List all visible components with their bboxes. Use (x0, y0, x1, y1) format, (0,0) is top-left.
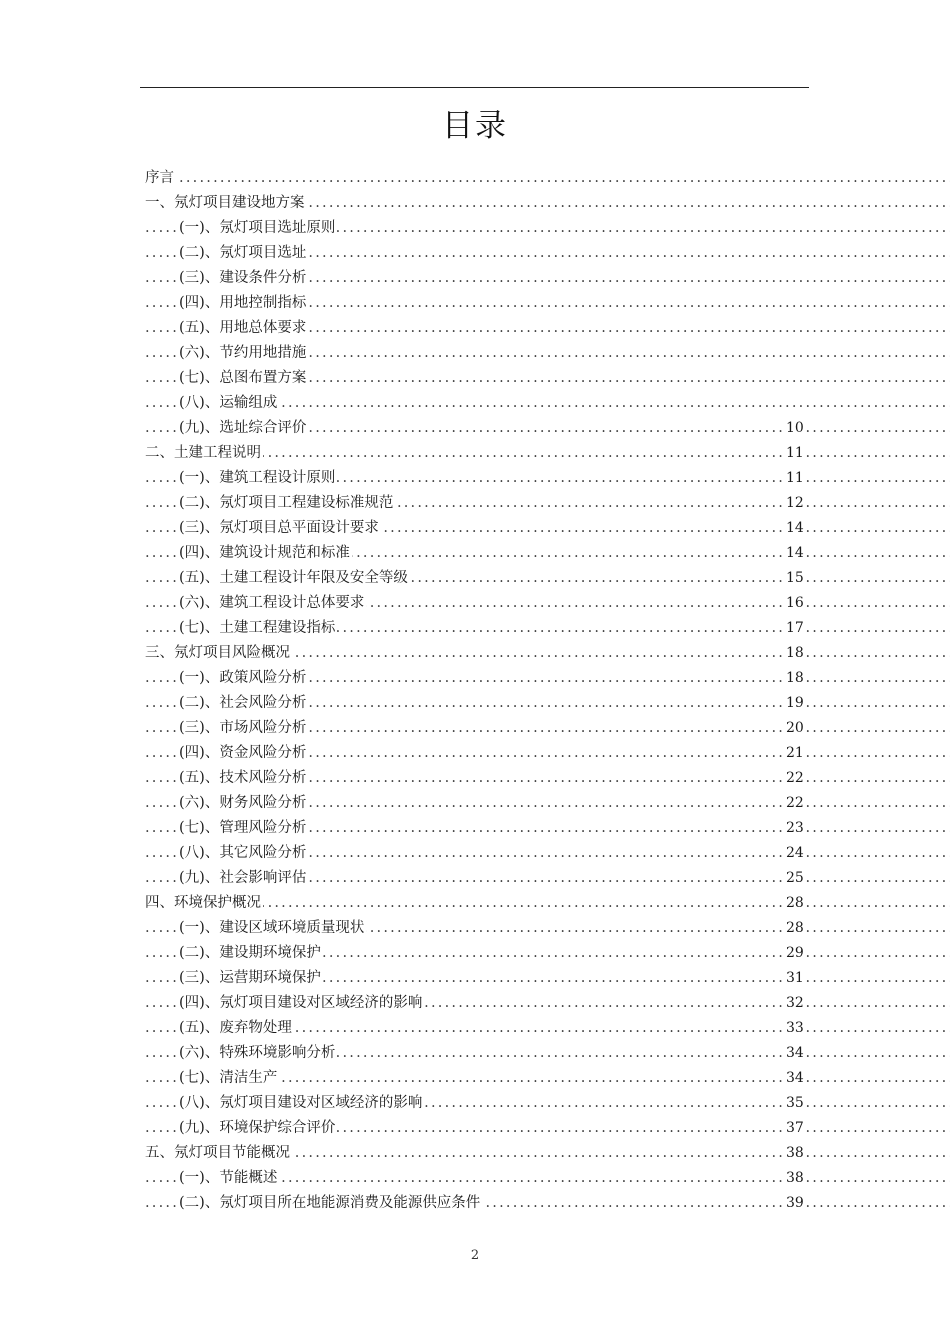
toc-entry-page: 20 (786, 716, 805, 741)
toc-entry-label: (一)、政策风险分析 (179, 666, 308, 691)
toc-entry-label: (五)、土建工程设计年限及安全等级 (179, 566, 410, 591)
toc-section-entry[interactable] (0, 1066, 950, 1091)
toc-entry-label: (八)、氖灯项目建设对区域经济的影响 (179, 1091, 424, 1116)
toc-section-entry[interactable] (0, 916, 950, 941)
toc-entry-label: 三、氖灯项目风险概况 (145, 641, 292, 666)
toc-dot-leader (145, 166, 950, 191)
toc-section-entry[interactable] (0, 541, 950, 566)
toc-entry-label: (七)、清洁生产 (179, 1066, 279, 1091)
toc-chapter-entry[interactable] (0, 191, 950, 216)
toc-section-entry[interactable] (0, 791, 950, 816)
toc-entry-page: 16 (786, 591, 805, 616)
toc-entry-label: (六)、特殊环境影响分析 (179, 1041, 337, 1066)
toc-entry-label: (九)、环境保护综合评价 (179, 1116, 337, 1141)
toc-entry-label: (三)、建设条件分析 (179, 266, 308, 291)
toc-section-entry[interactable] (0, 991, 950, 1016)
toc-section-entry[interactable] (0, 816, 950, 841)
toc-section-entry[interactable] (0, 616, 950, 641)
toc-entry-page: 14 (786, 541, 805, 566)
toc-entry-page: 22 (786, 766, 805, 791)
toc-entry-label: (九)、选址综合评价 (179, 416, 308, 441)
toc-section-entry[interactable] (0, 766, 950, 791)
toc-section-entry[interactable] (0, 466, 950, 491)
toc-entry-page: 10 (786, 416, 805, 441)
toc-entry-label: (五)、用地总体要求 (179, 316, 308, 341)
toc-entry-label: (二)、建设期环境保护 (179, 941, 323, 966)
toc-entry-label: (五)、废弃物处理 (179, 1016, 294, 1041)
toc-section-entry[interactable] (0, 391, 950, 416)
toc-section-entry[interactable] (0, 291, 950, 316)
toc-entry-label: (二)、氖灯项目所在地能源消费及能源供应条件 (179, 1191, 482, 1216)
toc-section-entry[interactable] (0, 1091, 950, 1116)
header-rule (140, 87, 809, 88)
toc-section-entry[interactable] (0, 491, 950, 516)
toc-entry-label: (六)、财务风险分析 (179, 791, 308, 816)
toc-section-entry[interactable] (0, 666, 950, 691)
toc-entry-label: (一)、氖灯项目选址原则 (179, 216, 337, 241)
toc-entry-label: (四)、氖灯项目建设对区域经济的影响 (179, 991, 424, 1016)
toc-chapter-entry[interactable] (0, 166, 950, 191)
toc-entry-label: (二)、社会风险分析 (179, 691, 308, 716)
toc-section-entry[interactable] (0, 366, 950, 391)
toc-section-entry[interactable] (0, 516, 950, 541)
toc-entry-label: (六)、建筑工程设计总体要求 (179, 591, 366, 616)
toc-entry-label: (一)、建筑工程设计原则 (179, 466, 337, 491)
toc-entry-label: (三)、市场风险分析 (179, 716, 308, 741)
toc-entry-label: (七)、土建工程建设指标 (179, 616, 337, 641)
toc-section-entry[interactable] (0, 216, 950, 241)
toc-entry-page: 35 (786, 1091, 805, 1116)
toc-entry-label: (八)、其它风险分析 (179, 841, 308, 866)
toc-entry-label: (一)、建设区域环境质量现状 (179, 916, 366, 941)
toc-section-entry[interactable] (0, 941, 950, 966)
toc-entry-page: 25 (786, 866, 805, 891)
toc-entry-label: (九)、社会影响评估 (179, 866, 308, 891)
toc-entry-label: 二、土建工程说明 (145, 441, 263, 466)
toc-section-entry[interactable] (0, 966, 950, 991)
toc-entry-label: 一、氖灯项目建设地方案 (145, 191, 307, 216)
toc-entry-page: 38 (786, 1166, 805, 1191)
toc-entry-page: 32 (786, 991, 805, 1016)
toc-section-entry[interactable] (0, 266, 950, 291)
toc-entry-page: 31 (786, 966, 805, 991)
toc-section-entry[interactable] (0, 1041, 950, 1066)
toc-entry-page: 23 (786, 816, 805, 841)
toc-entry-label: (七)、总图布置方案 (179, 366, 308, 391)
toc-entry-page: 11 (786, 441, 805, 466)
toc-title: 目录 (442, 108, 508, 144)
toc-dot-leader (145, 891, 950, 916)
toc-section-entry[interactable] (0, 1016, 950, 1041)
toc-entry-label: 五、氖灯项目节能概况 (145, 1141, 292, 1166)
toc-entry-page: 17 (786, 616, 805, 641)
toc-entry-page: 12 (786, 491, 805, 516)
toc-entry-page: 22 (786, 791, 805, 816)
toc-section-entry[interactable] (0, 691, 950, 716)
toc-entry-label: (六)、节约用地措施 (179, 341, 308, 366)
toc-section-entry[interactable] (0, 341, 950, 366)
toc-section-entry[interactable] (0, 841, 950, 866)
toc-section-entry[interactable] (0, 716, 950, 741)
toc-chapter-entry[interactable] (0, 891, 950, 916)
toc-entry-page: 34 (786, 1066, 805, 1091)
toc-entry-page: 33 (786, 1016, 805, 1041)
toc-section-entry[interactable] (0, 1166, 950, 1191)
toc-entry-page: 14 (786, 516, 805, 541)
toc-entry-page: 18 (786, 666, 805, 691)
toc-dot-leader (145, 441, 950, 466)
toc-entry-label: 四、环境保护概况 (145, 891, 263, 916)
toc-section-entry[interactable] (0, 241, 950, 266)
toc-entry-label: (四)、资金风险分析 (179, 741, 308, 766)
toc-entry-label: 序言 (145, 166, 176, 191)
toc-section-entry[interactable] (0, 416, 950, 441)
toc-entry-page: 34 (786, 1041, 805, 1066)
toc-entry-page: 39 (786, 1191, 805, 1216)
toc-entry-label: (一)、节能概述 (179, 1166, 279, 1191)
toc-entry-page: 11 (786, 466, 805, 491)
toc-section-entry[interactable] (0, 566, 950, 591)
toc-section-entry[interactable] (0, 1116, 950, 1141)
toc-entry-page: 38 (786, 1141, 805, 1166)
toc-entry-label: (二)、氖灯项目选址 (179, 241, 308, 266)
toc-entry-page: 19 (786, 691, 805, 716)
toc-entry-label: (三)、运营期环境保护 (179, 966, 323, 991)
toc-chapter-entry[interactable] (0, 441, 950, 466)
toc-section-entry[interactable] (0, 1191, 950, 1216)
toc-entry-page: 37 (786, 1116, 805, 1141)
toc-entry-page: 15 (786, 566, 805, 591)
toc-entry-page: 29 (786, 941, 805, 966)
toc-chapter-entry[interactable] (0, 1141, 950, 1166)
page-number: 2 (470, 1248, 480, 1263)
toc-entry-label: (五)、技术风险分析 (179, 766, 308, 791)
toc-entry-label: (四)、建筑设计规范和标准 (179, 541, 352, 566)
toc-entry-label: (七)、管理风险分析 (179, 816, 308, 841)
toc-entry-page: 24 (786, 841, 805, 866)
toc-chapter-entry[interactable] (0, 641, 950, 666)
toc-entry-page: 28 (786, 891, 805, 916)
toc-entry-label: (三)、氖灯项目总平面设计要求 (179, 516, 381, 541)
toc-section-entry[interactable] (0, 591, 950, 616)
table-of-contents (0, 166, 950, 1216)
toc-section-entry[interactable] (0, 316, 950, 341)
toc-entry-page: 28 (786, 916, 805, 941)
toc-entry-page: 21 (786, 741, 805, 766)
toc-section-entry[interactable] (0, 741, 950, 766)
toc-section-entry[interactable] (0, 866, 950, 891)
toc-entry-page: 18 (786, 641, 805, 666)
toc-entry-label: (四)、用地控制指标 (179, 291, 308, 316)
toc-entry-label: (八)、运输组成 (179, 391, 279, 416)
toc-entry-label: (二)、氖灯项目工程建设标准规范 (179, 491, 395, 516)
